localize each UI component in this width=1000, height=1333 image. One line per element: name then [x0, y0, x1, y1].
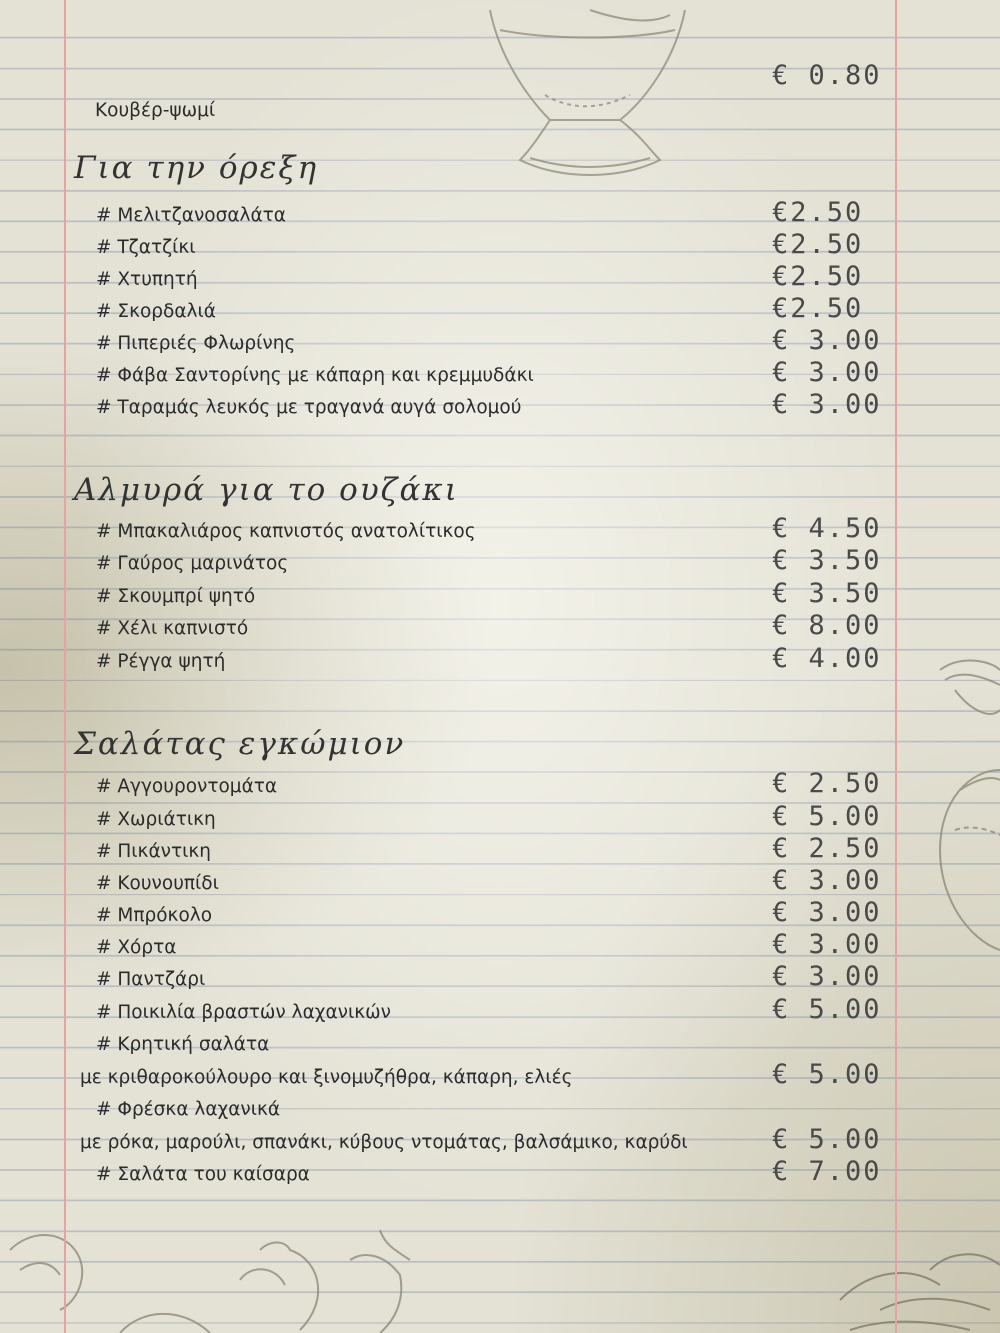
menu-item-name: # Μελιτζανοσαλάτα — [96, 205, 286, 226]
menu-item-name: # Τζατζίκι — [96, 237, 196, 258]
menu-item-price: €2.50 — [772, 293, 864, 324]
menu-item-description-row — [0, 1123, 1000, 1157]
menu-item-price: € 3.00 — [772, 389, 882, 420]
cover-charge-price: € 0.80 — [772, 60, 882, 91]
menu-item — [0, 356, 1000, 390]
menu-item-price: €2.50 — [772, 197, 864, 228]
menu-item — [0, 864, 1000, 898]
menu-item — [0, 228, 1000, 262]
menu-item-name: # Σκορδαλιά — [96, 301, 216, 322]
menu-item — [0, 260, 1000, 294]
menu-item-name: # Ποικιλία βραστών λαχανικών — [96, 1002, 391, 1023]
menu-item-price: € 3.00 — [772, 325, 882, 356]
menu-item-description: με κριθαροκούλουρο και ξινομυζήθρα, κάπαρη, ελιές — [80, 1067, 573, 1088]
menu-item-name: # Φρέσκα λαχανικά — [96, 1099, 281, 1120]
menu-item-price: €2.50 — [772, 229, 864, 260]
menu-item-name: # Σκουμπρί ψητό — [96, 586, 256, 607]
menu-item-price: € 4.50 — [772, 513, 882, 544]
menu-item — [0, 928, 1000, 962]
menu-item-description-row — [0, 1058, 1000, 1092]
menu-item — [0, 642, 1000, 676]
menu-item-price: €2.50 — [772, 261, 864, 292]
menu-item-price: € 2.50 — [772, 768, 882, 799]
menu-item-name: # Χόρτα — [96, 937, 177, 958]
menu-item — [0, 960, 1000, 994]
menu-item-price: € 5.00 — [772, 801, 882, 832]
menu-item — [0, 324, 1000, 358]
menu-item — [0, 577, 1000, 611]
menu-item-name: # Παντζάρι — [96, 969, 206, 990]
menu-item-name: # Μπρόκολο — [96, 905, 213, 926]
herb-sketch-icon — [820, 1240, 1000, 1333]
menu-item-name: # Ρέγγα ψητή — [96, 651, 226, 672]
menu-item — [0, 609, 1000, 643]
menu-item-price: € 8.00 — [772, 610, 882, 641]
menu-item — [0, 896, 1000, 930]
menu-item-price: € 3.50 — [772, 578, 882, 609]
menu-item-price: € 5.00 — [772, 994, 882, 1025]
menu-item-price: € 3.00 — [772, 357, 882, 388]
menu-item-description: με ρόκα, μαρούλι, σπανάκι, κύβους ντομάτας, βαλσάμικο, καρύδι — [80, 1132, 688, 1153]
mortar-pestle-sketch-icon — [470, 0, 710, 190]
menu-item-name: # Μπακαλιάρος καπνιστός ανατολίτικος — [96, 521, 476, 542]
menu-item — [0, 832, 1000, 866]
menu-item — [0, 767, 1000, 801]
menu-item — [0, 388, 1000, 422]
menu-item-name: # Πικάντικη — [96, 841, 212, 862]
section-title-ouzo-bites: Αλμυρά για το ουζάκι — [74, 472, 459, 508]
menu-item-price: € 3.50 — [772, 545, 882, 576]
menu-item-price: € 3.00 — [772, 865, 882, 896]
menu-item — [0, 1155, 1000, 1189]
menu-item — [0, 1025, 1000, 1059]
menu-item-price: € 3.00 — [772, 897, 882, 928]
menu-item-name: # Αγγουροντομάτα — [96, 776, 278, 797]
menu-item-name: # Πιπεριές Φλωρίνης — [96, 333, 296, 354]
menu-item — [0, 544, 1000, 578]
menu-item-name: # Κρητική σαλάτα — [96, 1034, 270, 1055]
menu-item — [0, 800, 1000, 834]
menu-item-price: € 3.00 — [772, 929, 882, 960]
menu-item-name: # Σαλάτα του καίσαρα — [96, 1164, 310, 1185]
menu-item-name: # Ταραμάς λευκός με τραγανά αυγά σολομού — [96, 397, 522, 418]
menu-item — [0, 512, 1000, 546]
menu-item-name: # Χέλι καπνιστό — [96, 618, 249, 639]
menu-item-price: € 5.00 — [772, 1124, 882, 1155]
section-title-appetizers: Για την όρεξη — [74, 150, 319, 186]
menu-item-price: € 3.00 — [772, 961, 882, 992]
menu-item-price: € 5.00 — [772, 1059, 882, 1090]
menu-item — [0, 993, 1000, 1027]
cover-charge-label: Κουβέρ-ψωμί — [95, 100, 216, 121]
menu-item-price: € 2.50 — [772, 833, 882, 864]
menu-item-price: € 4.00 — [772, 643, 882, 674]
menu-item — [0, 196, 1000, 230]
menu-item — [0, 292, 1000, 326]
menu-item-name: # Κουνουπίδι — [96, 873, 219, 894]
menu-item-name: # Χτυπητή — [96, 269, 198, 290]
menu-item-name: # Γαύρος μαρινάτος — [96, 553, 289, 574]
menu-item — [0, 1090, 1000, 1124]
garlic-sketch-icon — [0, 1190, 420, 1333]
menu-item-name: # Φάβα Σαντορίνης με κάπαρη και κρεμμυδάκι — [96, 365, 534, 386]
section-title-salads: Σαλάτας εγκώμιον — [74, 726, 406, 762]
menu-item-name: # Χωριάτικη — [96, 809, 216, 830]
menu-item-price: € 7.00 — [772, 1156, 882, 1187]
